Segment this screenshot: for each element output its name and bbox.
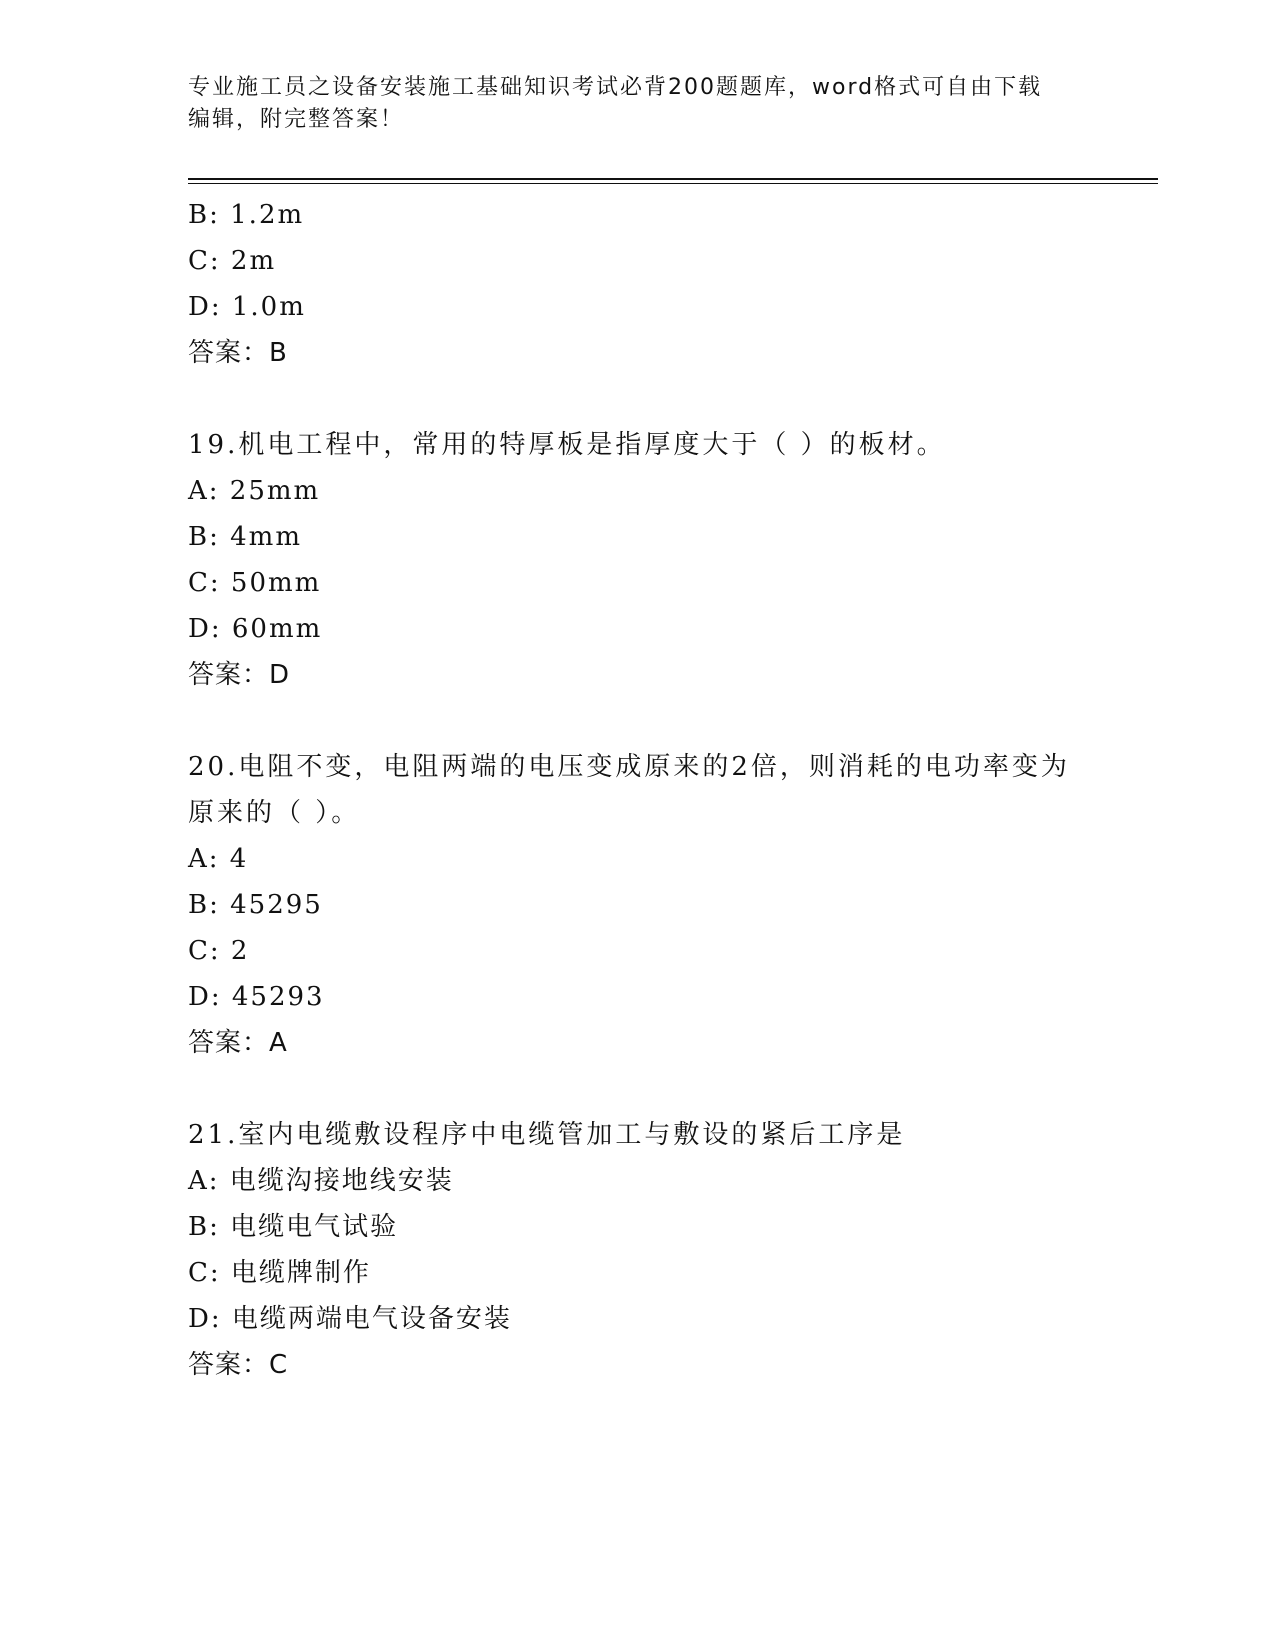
header-divider-thin	[188, 183, 1158, 184]
header-title-line2: 编辑，附完整答案！	[188, 107, 405, 132]
option-d: D: 45293	[188, 982, 325, 1012]
option-d: D: 1.0m	[188, 292, 306, 322]
option-a: A: 电缆沟接地线安装	[188, 1166, 454, 1196]
option-c: C: 2m	[188, 246, 277, 276]
question-text-line2: 原来的（ ）。	[188, 798, 361, 828]
question-list	[188, 192, 1148, 1388]
spacer	[188, 1066, 1148, 1112]
option-d: D: 60mm	[188, 614, 323, 644]
question-text-line1: 20.电阻不变，电阻两端的电压变成原来的2倍，则消耗的电功率变为	[188, 752, 1070, 782]
question-text: 21.室内电缆敷设程序中电缆管加工与敷设的紧后工序是	[188, 1120, 906, 1150]
option-b: B: 4mm	[188, 522, 302, 552]
option-c: C: 50mm	[188, 568, 322, 598]
answer-line: 答案：D	[188, 660, 291, 690]
option-a: A: 25mm	[188, 476, 321, 506]
question-20	[188, 744, 1148, 1066]
option-b: B: 45295	[188, 890, 323, 920]
option-a: A: 4	[188, 844, 249, 874]
option-c: C: 电缆牌制作	[188, 1258, 371, 1288]
question-21	[188, 1112, 1148, 1388]
document-header	[188, 72, 1088, 136]
spacer	[188, 698, 1148, 744]
answer-line: 答案：B	[188, 338, 288, 368]
question-text: 19.机电工程中，常用的特厚板是指厚度大于（ ）的板材。	[188, 430, 946, 460]
question-18	[188, 192, 1148, 376]
option-b: B: 电缆电气试验	[188, 1212, 399, 1242]
answer-line: 答案：A	[188, 1028, 288, 1058]
header-divider-thick	[188, 178, 1158, 180]
question-19	[188, 422, 1148, 698]
option-d: D: 电缆两端电气设备安装	[188, 1304, 512, 1334]
option-c: C: 2	[188, 936, 250, 966]
answer-line: 答案：C	[188, 1350, 289, 1380]
header-title-line1: 专业施工员之设备安装施工基础知识考试必背200题题库，word格式可自由下载	[188, 75, 1043, 100]
spacer	[188, 376, 1148, 422]
option-b: B: 1.2m	[188, 200, 305, 230]
